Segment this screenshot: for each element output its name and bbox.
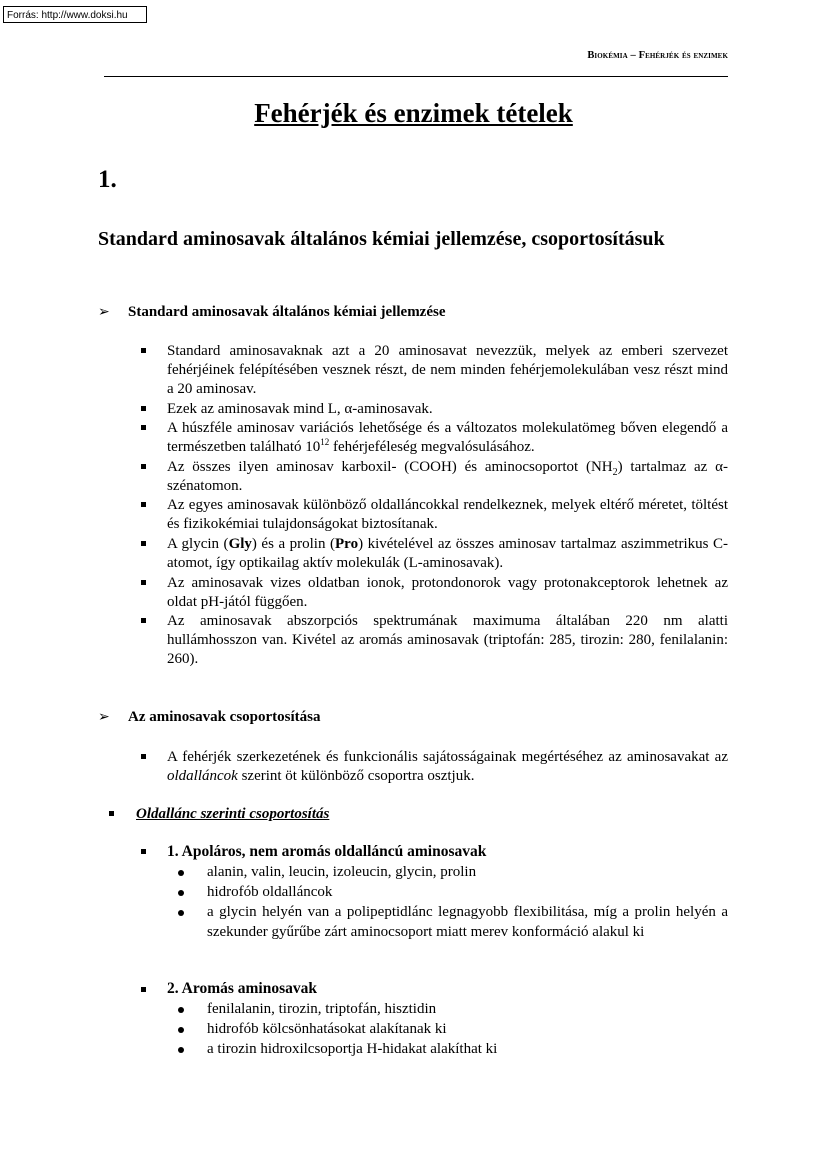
header-rule xyxy=(104,76,728,77)
part1-bullet-6-text-end: ) kivételével az összes aminosav tartalmaz aszimmetrikus C-atomot, így optikailag aktív molekulák (L-aminosavak). xyxy=(167,536,728,572)
round-bullet-icon xyxy=(178,1027,184,1033)
square-bullet-icon xyxy=(141,502,146,507)
round-bullet-icon xyxy=(178,890,184,896)
square-bullet-icon xyxy=(141,406,146,411)
topic-title: Standard aminosavak általános kémiai jellemzése, csoportosításuk xyxy=(98,228,665,250)
round-bullet-icon xyxy=(178,1007,184,1013)
group2-title: 2. Aromás aminosavak xyxy=(167,980,317,997)
square-bullet-icon xyxy=(141,425,146,430)
part1-bullet-6-text: A glycin ( xyxy=(167,536,229,552)
oldallanc-heading: Oldallánc szerinti csoportosítás xyxy=(136,806,330,822)
square-bullet-icon xyxy=(141,618,146,623)
part2-heading: Az aminosavak csoportosítása xyxy=(128,709,321,725)
part1-bullet-3-text: A húszféle aminosav variációs lehetősége és a változatos molekulatömeg bőven elegendő a természetben található 10 xyxy=(167,420,728,456)
square-bullet-icon xyxy=(141,754,146,759)
square-bullet-icon xyxy=(141,464,146,469)
part2-bullet-1-text-end: szerint öt különböző csoportra osztjuk. xyxy=(237,768,475,785)
square-bullet-icon xyxy=(141,348,146,353)
page-title: Fehérjék és enzimek tételek xyxy=(254,98,573,128)
emphasis-oldallancok: oldalláncok xyxy=(167,768,238,785)
part1-bullet-8: Az aminosavak abszorpciós spektrumának maximuma általában 220 nm alatti hullámhosszon van. Kivétel az aromás aminosavak (triptofán: 285, tirozin: 280, fenilalanin: 260). xyxy=(167,613,728,668)
square-bullet-icon xyxy=(141,849,146,854)
round-bullet-icon xyxy=(178,870,184,876)
part1-bullet-7: Az aminosavak vizes oldatban ionok, protondonorok vagy protonakceptorok lehetnek az oldat pH-jától függően. xyxy=(167,575,728,611)
arrow-bullet-icon: ➢ xyxy=(98,709,110,725)
square-bullet-icon xyxy=(141,580,146,585)
part1-bullet-3 xyxy=(167,419,728,457)
gly-abbrev: Gly xyxy=(228,536,252,552)
part2-bullet-1 xyxy=(167,748,728,786)
round-bullet-icon xyxy=(178,910,184,916)
part1-bullet-3-text-end: fehérjeféleség megvalósulásához. xyxy=(329,439,535,456)
part1-bullet-4-text-end: ) tartalmaz az α-szénatomon. xyxy=(167,459,728,495)
group2-item-3: a tirozin hidroxilcsoportja H-hidakat alakíthat ki xyxy=(207,1041,498,1057)
square-bullet-icon xyxy=(109,811,114,816)
part1-heading: Standard aminosavak általános kémiai jellemzése xyxy=(128,304,446,320)
part1-bullet-4 xyxy=(167,458,728,496)
group1-item-2: hidrofób oldalláncok xyxy=(207,884,333,900)
part1-bullet-5: Az egyes aminosavak különböző oldalláncokkal rendelkeznek, melyek eltérő méretet, töltést és fizikokémiai tulajdonságokat biztosítanak. xyxy=(167,497,728,533)
subscript: 2 xyxy=(612,467,618,478)
part1-bullet-2: Ezek az aminosavak mind L, α-aminosavak. xyxy=(167,401,433,417)
part1-bullet-6-text-mid: ) és a prolin ( xyxy=(251,536,336,552)
part1-bullet-6 xyxy=(167,535,728,573)
running-header: Biokémia – Fehérjék és enzimek xyxy=(587,50,728,61)
exponent: 12 xyxy=(320,437,330,448)
section-number: 1. xyxy=(98,166,117,193)
group1-item-3: a glycin helyén van a polipeptidlánc legnagyobb flexibilitása, míg a prolin helyén a szekunder gyűrűbe zárt aminocsoport miatt merev konformáció alakul ki xyxy=(207,904,728,940)
group2-item-2: hidrofób kölcsönhatásokat alakítanak ki xyxy=(207,1021,447,1037)
pro-abbrev: Pro xyxy=(335,536,359,552)
square-bullet-icon xyxy=(141,541,146,546)
group1-item-1: alanin, valin, leucin, izoleucin, glycin, prolin xyxy=(207,864,477,880)
group1-title: 1. Apoláros, nem aromás oldalláncú aminosavak xyxy=(167,843,487,860)
square-bullet-icon xyxy=(141,987,146,992)
part1-bullet-1: Standard aminosavaknak azt a 20 aminosavat nevezzük, melyek az emberi szervezet fehérjéinek felépítésében vesznek részt, de nem minden fehérjemolekulában vesz részt mind a 20 aminosav. xyxy=(167,343,728,398)
source-label: Forrás: http://www.doksi.hu xyxy=(3,6,147,23)
part2-bullet-1-text: A fehérjék szerkezetének és funkcionális sajátosságainak megértéséhez az aminosavakat az xyxy=(167,749,728,765)
part1-bullet-4-text: Az összes ilyen aminosav karboxil- (COOH) és aminocsoportot (NH xyxy=(167,459,613,475)
round-bullet-icon xyxy=(178,1047,184,1053)
arrow-bullet-icon: ➢ xyxy=(98,304,110,320)
group2-item-1: fenilalanin, tirozin, triptofán, hisztidin xyxy=(207,1001,437,1017)
